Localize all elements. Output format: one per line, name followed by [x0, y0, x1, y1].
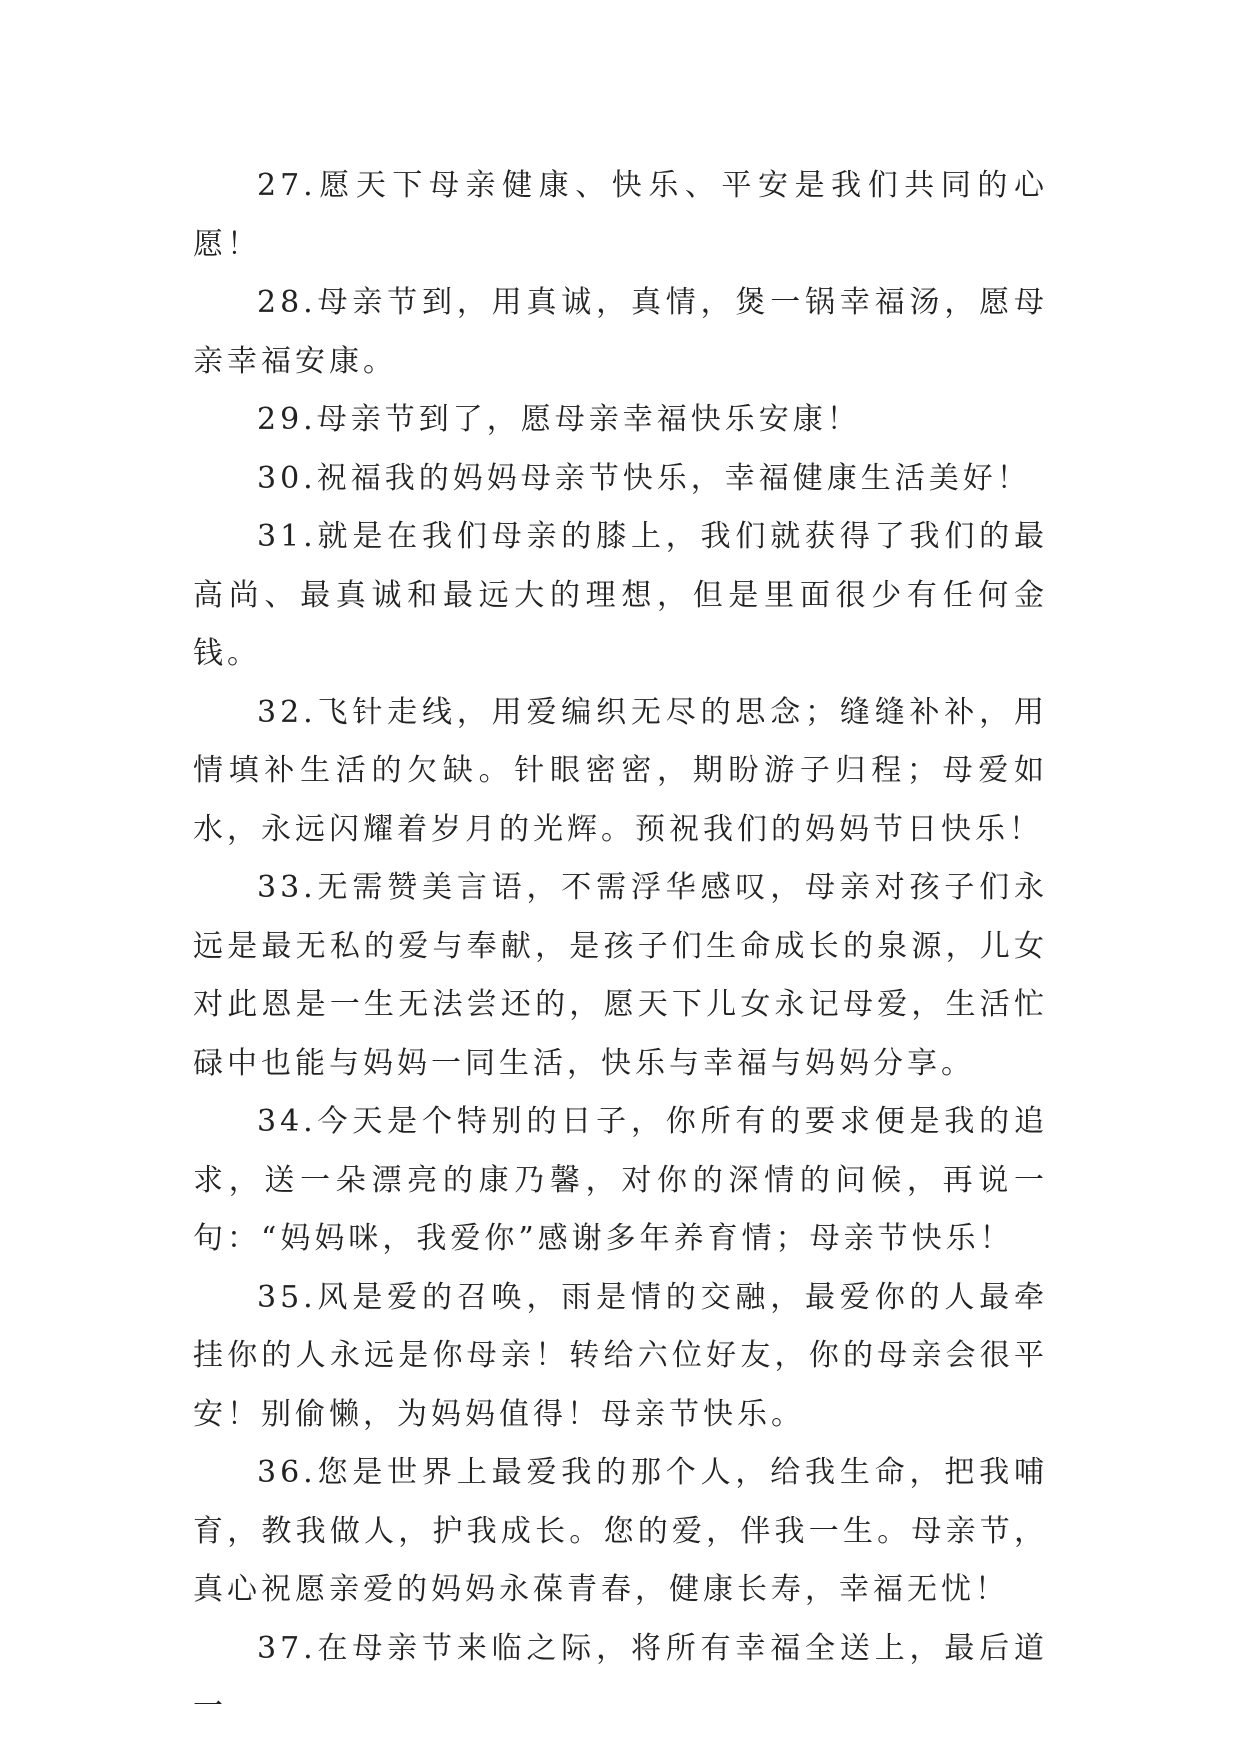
- paragraph-27: 27.愿天下母亲健康、快乐、平安是我们共同的心愿！: [193, 168, 1048, 262]
- paragraph-33: 33.无需赞美言语，不需浮华感叹，母亲对孩子们永远是最无私的爱与奉献，是孩子们生命成长的泉源，儿女对此恩是一生无法尝还的，愿天下儿女永记母爱，生活忙碌中也能与妈妈一同生活，快乐与幸福与妈妈分享。: [193, 870, 1048, 1081]
- paragraph-35: 35.风是爱的召唤，雨是情的交融，最爱你的人最牵挂你的人永远是你母亲！转给六位好友，你的母亲会很平安！别偷懒，为妈妈值得！母亲节快乐。: [193, 1279, 1048, 1432]
- paragraph-34: 34.今天是个特别的日子，你所有的要求便是我的追求，送一朵漂亮的康乃馨，对你的深情的问候，再说一句：“妈妈咪，我爱你”感谢多年养育情；母亲节快乐！: [193, 1104, 1048, 1256]
- paragraph-29: 29.母亲节到了，愿母亲幸福快乐安康！: [257, 402, 861, 437]
- paragraph-28: 28.母亲节到，用真诚，真情，煲一锅幸福汤，愿母亲幸福安康。: [193, 285, 1048, 379]
- paragraph-32: 32.飞针走线，用爱编织无尽的思念；缝缝补补，用情填补生活的欠缺。针眼密密，期盼游子归程；母爱如水，永远闪耀着岁月的光辉。预祝我们的妈妈节日快乐！: [193, 694, 1048, 847]
- document-body: [193, 157, 1048, 1737]
- paragraph-36: 36.您是世界上最爱我的那个人，给我生命，把我哺育，教我做人，护我成长。您的爱，伴我一生。母亲节，真心祝愿亲爱的妈妈永葆青春，健康长寿，幸福无忧！: [193, 1455, 1048, 1607]
- paragraph-37: 37.在母亲节来临之际，将所有幸福全送上，最后道一: [193, 1630, 1048, 1724]
- paragraph-30: 30.祝福我的妈妈母亲节快乐，幸福健康生活美好！: [257, 460, 1031, 496]
- paragraph-31: 31.就是在我们母亲的膝上，我们就获得了我们的最高尚、最真诚和最远大的理想，但是里面很少有任何金钱。: [193, 519, 1048, 671]
